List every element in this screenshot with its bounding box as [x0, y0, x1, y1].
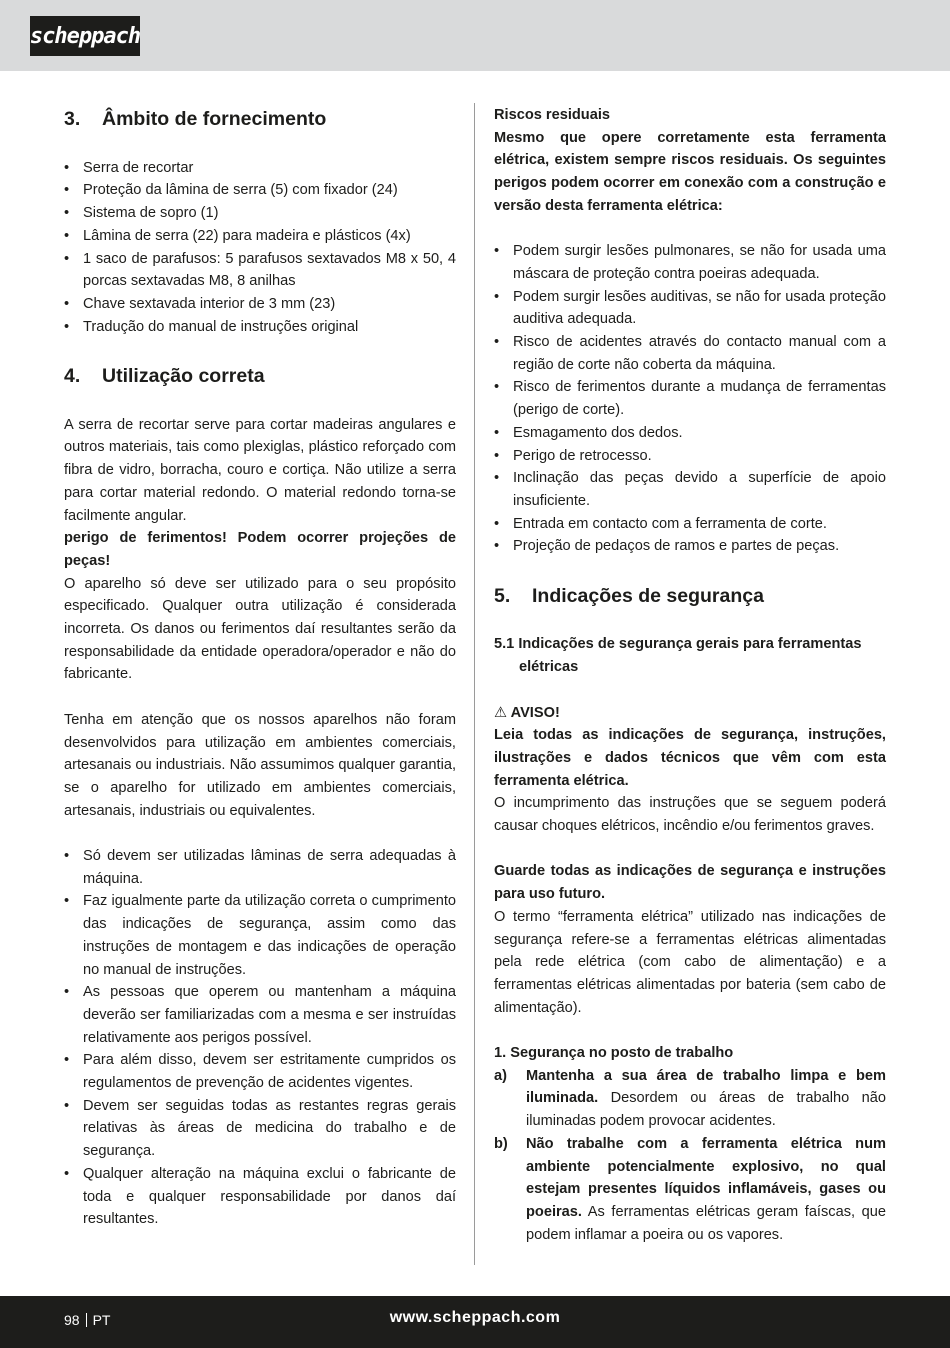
warning-label: AVISO!: [510, 704, 560, 721]
footer-bar: [0, 1296, 950, 1348]
keep-instructions-text: Guarde todas as indicações de segurança e instruções para uso futuro.: [494, 863, 886, 903]
list-item: • As pessoas que operem ou mantenham a máquina deverão ser familiarizadas com a mesma e ser instruídas relativamente aos perigos possível.: [64, 981, 456, 1049]
item-bold-text: Não trabalhe com a ferramenta elétrica num ambiente potencialmente explosivo, no qual estejam presentes líquidos inflamáveis, gases ou poeiras.: [526, 1135, 886, 1220]
left-column: [64, 104, 456, 1231]
list-item: • Risco de acidentes através do contacto manual com a região de corte não coberta da máquina.: [494, 331, 886, 376]
list-item: • Só devem ser utilizadas lâminas de serra adequadas à máquina.: [64, 845, 456, 890]
list-item: • Para além disso, devem ser estritamente cumpridos os regulamentos de prevenção de acidentes vigentes.: [64, 1049, 456, 1094]
brand-logo: scheppach: [30, 16, 140, 56]
residual-risks-list: [494, 240, 886, 558]
item-label: a): [494, 1067, 507, 1084]
scope-of-delivery-list: [64, 157, 456, 339]
item-text: As ferramentas elétricas geram faíscas, que podem inflamar a poeira ou os vapores.: [526, 1203, 886, 1243]
section-3-heading: [64, 104, 456, 134]
right-column: [494, 104, 886, 1246]
language-code: PT: [92, 1312, 111, 1328]
section-4-number: 4.: [64, 365, 81, 387]
list-item: • Serra de recortar: [64, 157, 456, 180]
list-item: • Esmagamento dos dedos.: [494, 422, 886, 445]
list-item: • Podem surgir lesões auditivas, se não for usada proteção auditiva adequada.: [494, 286, 886, 331]
list-item: • Entrada em contacto com a ferramenta de corte.: [494, 513, 886, 536]
injury-warning: perigo de ferimentos! Podem ocorrer projeções de peças!: [64, 530, 456, 569]
list-item: • Sistema de sopro (1): [64, 202, 456, 225]
header-bar: [0, 0, 950, 71]
section-5-title: Indicações de segurança: [532, 584, 764, 607]
list-item: • Tradução do manual de instruções original: [64, 316, 456, 339]
list-item: • Faz igualmente parte da utilização correta o cumprimento das indicações de segurança, assim como das instruções de montagem e das indicações de operação no manual de instruções.: [64, 890, 456, 981]
proper-use-paragraph: O aparelho só deve ser utilizado para o seu propósito especificado. Qualquer outra utilização é considerada incorreta. Os danos ou ferimentos daí resultantes serão da responsabilidade da entidade operadora/operador e não do fabricante.: [64, 575, 456, 683]
subsection-5-1-title: 5.1 Indicações de segurança gerais para ferramentas elétricas: [494, 636, 862, 676]
item-bold-text: Mantenha a sua área de trabalho limpa e bem iluminada.: [526, 1067, 886, 1107]
list-item: • Proteção da lâmina de serra (5) com fixador (24): [64, 179, 456, 202]
non-compliance-text: O incumprimento das instruções que se seguem poderá causar choques elétricos, incêndio e/ou ferimentos graves.: [494, 795, 886, 835]
list-item: • Perigo de retrocesso.: [494, 445, 886, 468]
power-tool-definition: O termo “ferramenta elétrica” utilizado nas indicações de segurança refere-se a ferramentas elétricas alimentadas pela rede elétrica (com cabo de alimentação) e a ferramentas elétricas alimentadas por bateria (sem cabo de alimentação).: [494, 908, 886, 1016]
workplace-safety-list: [494, 1065, 886, 1247]
section-3-number: 3.: [64, 108, 81, 130]
section-3-title: Âmbito de fornecimento: [102, 108, 327, 130]
list-item: • Projeção de pedaços de ramos e partes de peças.: [494, 535, 886, 558]
residual-risks-intro: Mesmo que opere corretamente esta ferramenta elétrica, existem sempre riscos residuais. Os seguintes perigos podem ocorrer em conexão com a construção e versão desta ferramenta elétrica:: [494, 129, 886, 214]
section-5-number: 5.: [494, 584, 511, 607]
section-4-heading: [64, 361, 456, 391]
warning-heading: [494, 702, 886, 725]
list-item: • Risco de ferimentos durante a mudança de ferramentas (perigo de corte).: [494, 376, 886, 421]
item-text: Desordem ou áreas de trabalho não iluminadas podem provocar acidentes.: [526, 1090, 886, 1130]
list-item: • Inclinação das peças devido a superfície de apoio insuficiente.: [494, 467, 886, 512]
intended-use-list: [64, 845, 456, 1231]
intended-use-paragraph: A serra de recortar serve para cortar madeiras angulares e outros materiais, tais como plexiglas, plástico reforçado com fibra de vidro, borracha, couro e cortiça. Não utilize a serra para cortar material redondo. O material redondo torna-se facilmente angular.: [64, 416, 456, 524]
commercial-use-paragraph: Tenha em atenção que os nossos aparelhos não foram desenvolvidos para utilização em ambientes comerciais, artesanais ou industriais. Não assumimos qualquer garantia, se o aparelho for utilizado em ambientes comerciais, artesanais, industriais ou equivalentes.: [64, 711, 456, 819]
website-link[interactable]: www.scheppach.com: [389, 1309, 561, 1326]
section-4-title: Utilização correta: [102, 365, 265, 387]
residual-risks-title: Riscos residuais: [494, 107, 610, 123]
list-item: • Devem ser seguidas todas as restantes regras gerais relativas às áreas de medicina do trabalho e de segurança.: [64, 1095, 456, 1163]
list-item: • 1 saco de parafusos: 5 parafusos sextavados M8 x 50, 4 porcas sextavadas M8, 8 anilhas: [64, 248, 456, 293]
list-item: [494, 1065, 886, 1133]
section-5-heading: [494, 581, 886, 611]
list-item: • Lâmina de serra (22) para madeira e plásticos (4x): [64, 225, 456, 248]
page-number-value: 98: [64, 1312, 80, 1328]
warning-triangle-icon: ⚠: [494, 704, 508, 721]
list-item: [494, 1133, 886, 1247]
item-label: b): [494, 1135, 508, 1152]
read-instructions-text: Leia todas as indicações de segurança, instruções, ilustrações e dados técnicos que vêm com esta ferramenta elétrica.: [494, 727, 886, 789]
column-divider: [474, 103, 475, 1265]
list-item: • Podem surgir lesões pulmonares, se não for usada uma máscara de proteção contra poeiras adequada.: [494, 240, 886, 285]
list-item: • Chave sextavada interior de 3 mm (23): [64, 293, 456, 316]
list-item: • Qualquer alteração na máquina exclui o fabricante de toda e qualquer responsabilidade por danos daí resultantes.: [64, 1163, 456, 1231]
workplace-safety-title: 1. Segurança no posto de trabalho: [494, 1045, 734, 1062]
